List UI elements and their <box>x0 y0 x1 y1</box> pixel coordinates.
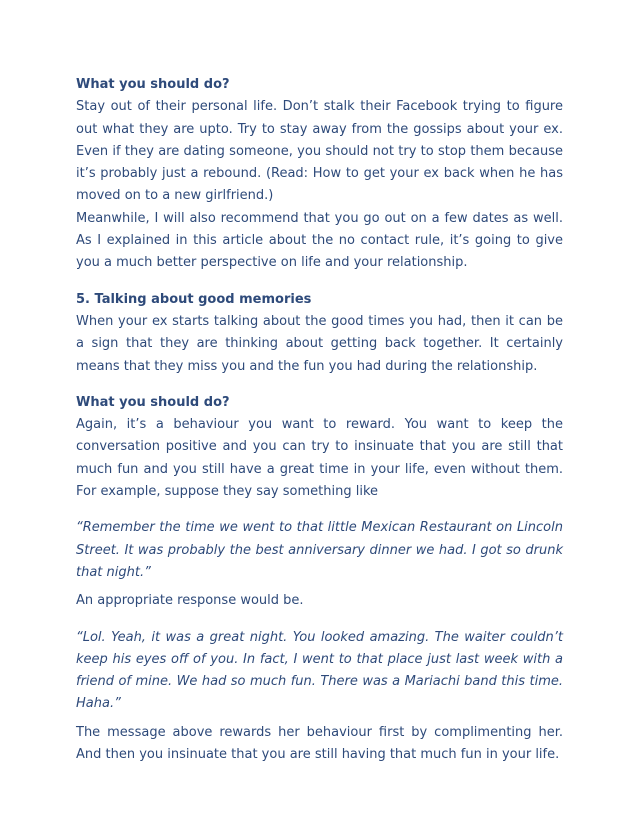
document-page <box>76 74 563 766</box>
paragraph-reward-behaviour: Again, it’s a behaviour you want to reward. You want to keep the conversation positive and you can try to insinuate that you are still that much fun and you still have a great time in your life, even without them. For example, suppose they say something like <box>76 417 563 500</box>
article-link-moved-on[interactable]: How to get your ex back when he has moved on to a new girlfriend <box>76 166 563 204</box>
paragraph-good-memories: When your ex starts talking about the good times you had, then it can be a sign that they are thinking about getting back together. It certainly means that they miss you and the fun you had during the relationship. <box>76 313 563 374</box>
paragraph-response-intro: An appropriate response would be. <box>76 593 304 609</box>
quote-response-message: “Lol. Yeah, it was a great night. You looked amazing. The waiter couldn’t keep his eyes off of you. In fact, I went to that place just last week with a friend of mine. We had so much fun. There was a Mariachi band this time. Haha.” <box>76 629 563 712</box>
section-heading-what-to-do-2: What you should do? <box>76 394 230 410</box>
quote-ex-message: “Remember the time we went to that little Mexican Restaurant on Lincoln Street. It was probably the best anniversary dinner we had. I got so drunk that night.” <box>76 520 563 580</box>
paragraph-go-on-dates: Meanwhile, I will also recommend that you go out on a few dates as well. As I explained in this article about the no contact rule, it’s going to give you a much better perspective on life and your relationship. <box>76 210 563 271</box>
paragraph-stay-out-text: Stay out of their personal life. Don’t stalk their Facebook trying to figure out what they are upto. Try to stay away from the gossips about your ex. Even if they are dating someone, you should not try to stop them because it’s probably just a rebound. (Read: <box>76 99 563 182</box>
paragraph-stay-out <box>76 96 563 207</box>
section-heading-what-to-do-1: What you should do? <box>76 77 230 92</box>
section-heading-good-memories: 5. Talking about good memories <box>76 291 312 307</box>
paragraph-closing: The message above rewards her behaviour first by complimenting her. And then you insinuate that you are still having that much fun in your life. <box>76 724 563 763</box>
paragraph-stay-out-end: .) <box>264 188 274 204</box>
